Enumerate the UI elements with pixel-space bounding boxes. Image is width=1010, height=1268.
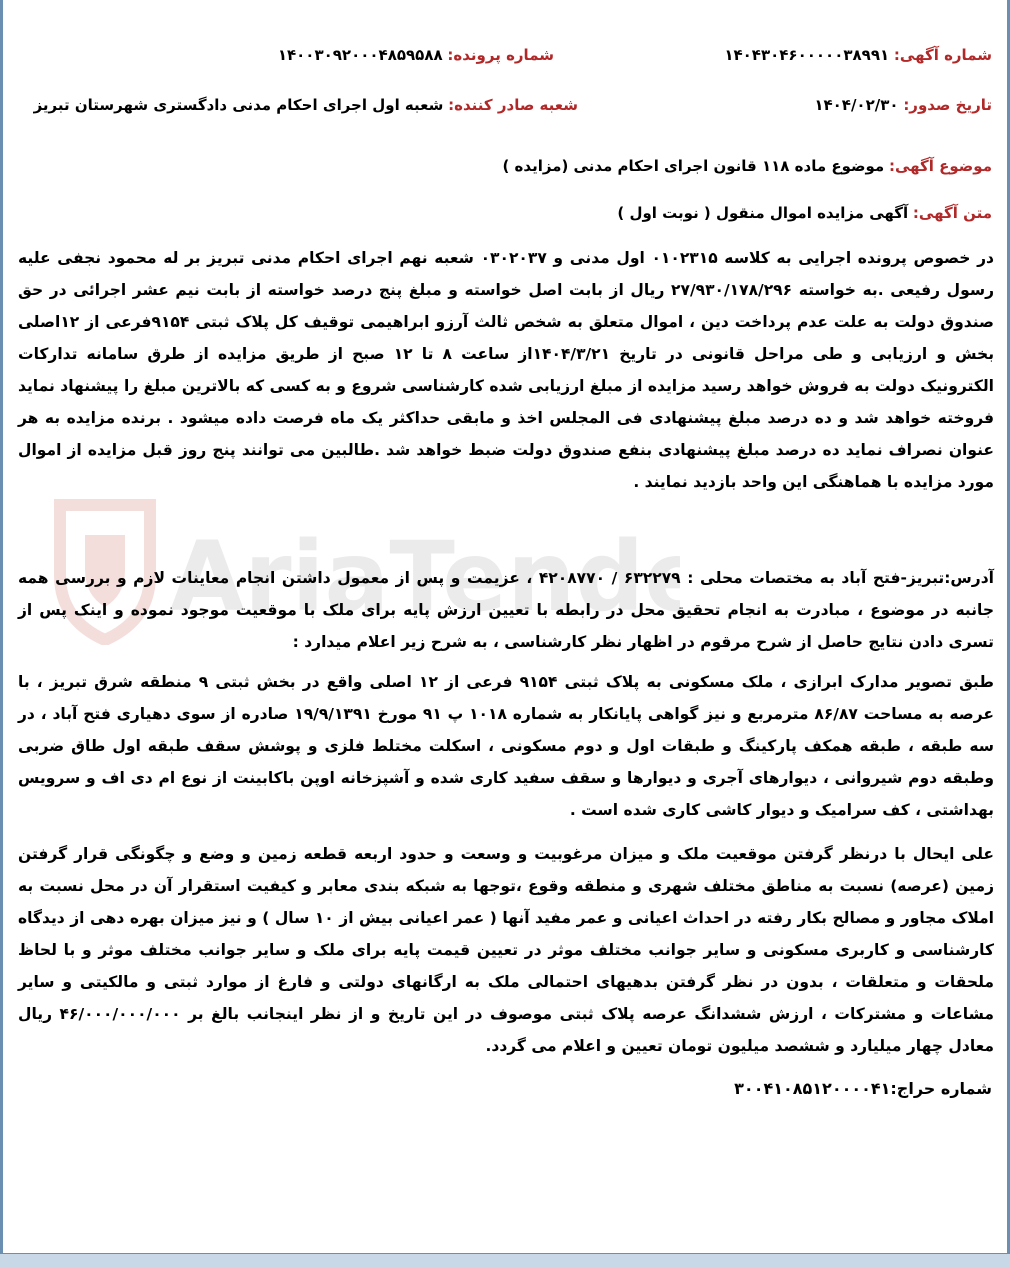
ad-text-title-row	[617, 204, 992, 222]
ad-text-title: آگهی مزایده اموال منقول ( نوبت اول )	[617, 204, 909, 222]
watermark-text: AriaTende	[170, 521, 680, 633]
ad-number-label: شماره آگهی:	[893, 46, 992, 64]
auction-number-label: شماره حراج:	[890, 1079, 992, 1098]
paragraph-auction-terms: در خصوص پرونده اجرایی به کلاسه ۰۱۰۲۳۱۵ اول مدنی و ۰۳۰۲۰۳۷ شعبه نهم اجرای احکام مدنی تبریز بر له محمود نجفی علیه رسول رفیعی .به خواسته ۲۷/۹۳۰/۱۷۸/۲۹۶ ریال از بابت اصل خواسته و مبلغ پنج درصد خواسته از بابت نیم عشر اجرائی در حق صندوق دولت به علت عدم پرداخت دین ، اموال متعلق به شخص ثالث آرزو ابراهیمی توقیف کل پلاک ثبتی ۹۱۵۴فرعی از ۱۲اصلی بخش و ارزیابی و طی مراحل قانونی در تاریخ ۱۴۰۴/۳/۲۱از ساعت ۸ تا ۱۲ صبح از طریق مزایده از طرق سامانه تدارکات الکترونیک دولت به فروش خواهد رسید مزایده از مبلغ ارزیابی شده کارشناسی شروع و به کسی که بالاترین مبلغ را پیشنهاد نماید فروخته خواهد شد و ده درصد مبلغ پیشنهادی فی المجلس اخذ و مابقی حداکثر یک ماه فرصت داده میشود . برنده مزایده به هر عنوان نصراف نماید ده درصد مبلغ پیشنهادی بنفع صندوق دولت ضبط خواهد شد .طالبین می توانند پنج روز قبل مزایده از اموال مورد مزایده با هماهنگی این واحد بازدید نمایند .	[18, 249, 995, 491]
issue-date-label: تاریخ صدور:	[903, 96, 992, 114]
issuer-label: شعبه صادر کننده:	[448, 96, 578, 114]
subject-row	[502, 157, 992, 175]
paragraph-address: آدرس:تبریز-فتح آباد به مختصات محلی : ۶۳۲۲۷۹ / ۴۲۰۸۷۷۰ ، عزیمت و پس از معمول داشتن انجام معاینات لازم و بررسی همه جانبه در موضوع ، مبادرت به انجام تحقیق محل در رابطه با تعیین ارزش پایه برای ملک با موقعیت موجود نموده و اینک پس از تسری دادن نتایج حاصل از شرح مرقوم در اظهار نظر کارشناسی ، به شرح زیر اعلام میدارد :	[18, 569, 994, 651]
case-number-row	[278, 46, 554, 64]
ad-number-row	[724, 46, 992, 64]
subject: موضوع ماده ۱۱۸ قانون اجرای احکام مدنی (مزایده )	[502, 157, 885, 175]
auction-number-row	[734, 1079, 992, 1098]
window-frame-bottom	[0, 1253, 1010, 1268]
paragraph-valuation: علی ایحال با درنظر گرفتن موقعیت ملک و میزان مرغوبیت و وسعت و حدود اربعه قطعه زمین و وضع و چگونگی قرار گرفتن زمین (عرصه) نسبت به مناطق مختلف شهری و منطقه وقوع ،توجها به شبکه بندی معابر و کیفیت استقرار آن در محل نسبت به املاک مجاور و مصالح بکار رفته در احداث اعیانی و عمر مفید آنها ( عمر اعیانی بیش از ۱۰ سال ) و نیز میزان بهره دهی از دیدگاه کارشناسی و کاربری مسکونی و سایر جوانب مختلف موثر در تعیین قیمت پایه برای ملک و سایر جوانب مختلف موثر و با لحاظ ملحقات و متعلقات ، بدون در نظر گرفتن بدهیهای احتمالی ملک به ارگانهای دولتی و فارغ از موارد ثبتی و مالکیتی و سایر مشاعات و مشترکات ، ارزش ششدانگ عرصه پلاک ثبتی موصوف در این تاریخ و از نظر اینجانب بالغ بر ۴۶/۰۰۰/۰۰۰/۰۰۰ ریال معادل چهار میلیارد و ششصد میلیون تومان تعیین و اعلام می گردد.	[18, 845, 994, 1055]
announcement-page	[16, 0, 994, 1250]
auction-number: ۳۰۰۴۱۰۸۵۱۲۰۰۰۰۴۱	[734, 1079, 891, 1098]
ad-text-label: متن آگهی:	[912, 204, 992, 222]
subject-label: موضوع آگهی:	[888, 157, 992, 175]
issue-date-row	[814, 96, 992, 114]
issue-date: ۱۴۰۴/۰۲/۳۰	[814, 96, 899, 114]
paragraph-property-description: طبق تصویر مدارک ابرازی ، ملک مسکونی به پلاک ثبتی ۹۱۵۴ فرعی از ۱۲ اصلی واقع در بخش ثبتی ۹ منطقه شرق تبریز ، با عرصه به مساحت ۸۶/۸۷ مترمربع و نیز گواهی پایانکار به شماره ۱۰۱۸ پ ۹۱ مورخ ۱۹/۹/۱۳۹۱ صادره از سوی دهیاری فتح آباد ، در سه طبقه ، طبقه همکف پارکینگ و طبقات اول و دوم مسکونی ، اسکلت مختلط فلزی و پوشش سقف طبقه اول طاق ضربی وطبقه دوم شیروانی ، دیوارهای آجری و دیوارها و سقف سفید کاری شده و آشپزخانه اوپن باکابینت از نوع ام دی اف و سرویس بهداشتی ، کف سرامیک و دیوار کاشی کاری شده است .	[18, 673, 994, 819]
case-number: ۱۴۰۰۳۰۹۲۰۰۰۴۸۵۹۵۸۸	[277, 46, 443, 64]
window-frame-left	[0, 0, 3, 1268]
issuer: شعبه اول اجرای احکام مدنی دادگستری شهرستان تبریز	[33, 96, 444, 114]
case-number-label: شماره پرونده:	[447, 46, 554, 64]
issuer-row	[34, 96, 578, 114]
ad-number: ۱۴۰۴۳۰۴۶۰۰۰۰۰۳۸۹۹۱	[724, 46, 890, 64]
